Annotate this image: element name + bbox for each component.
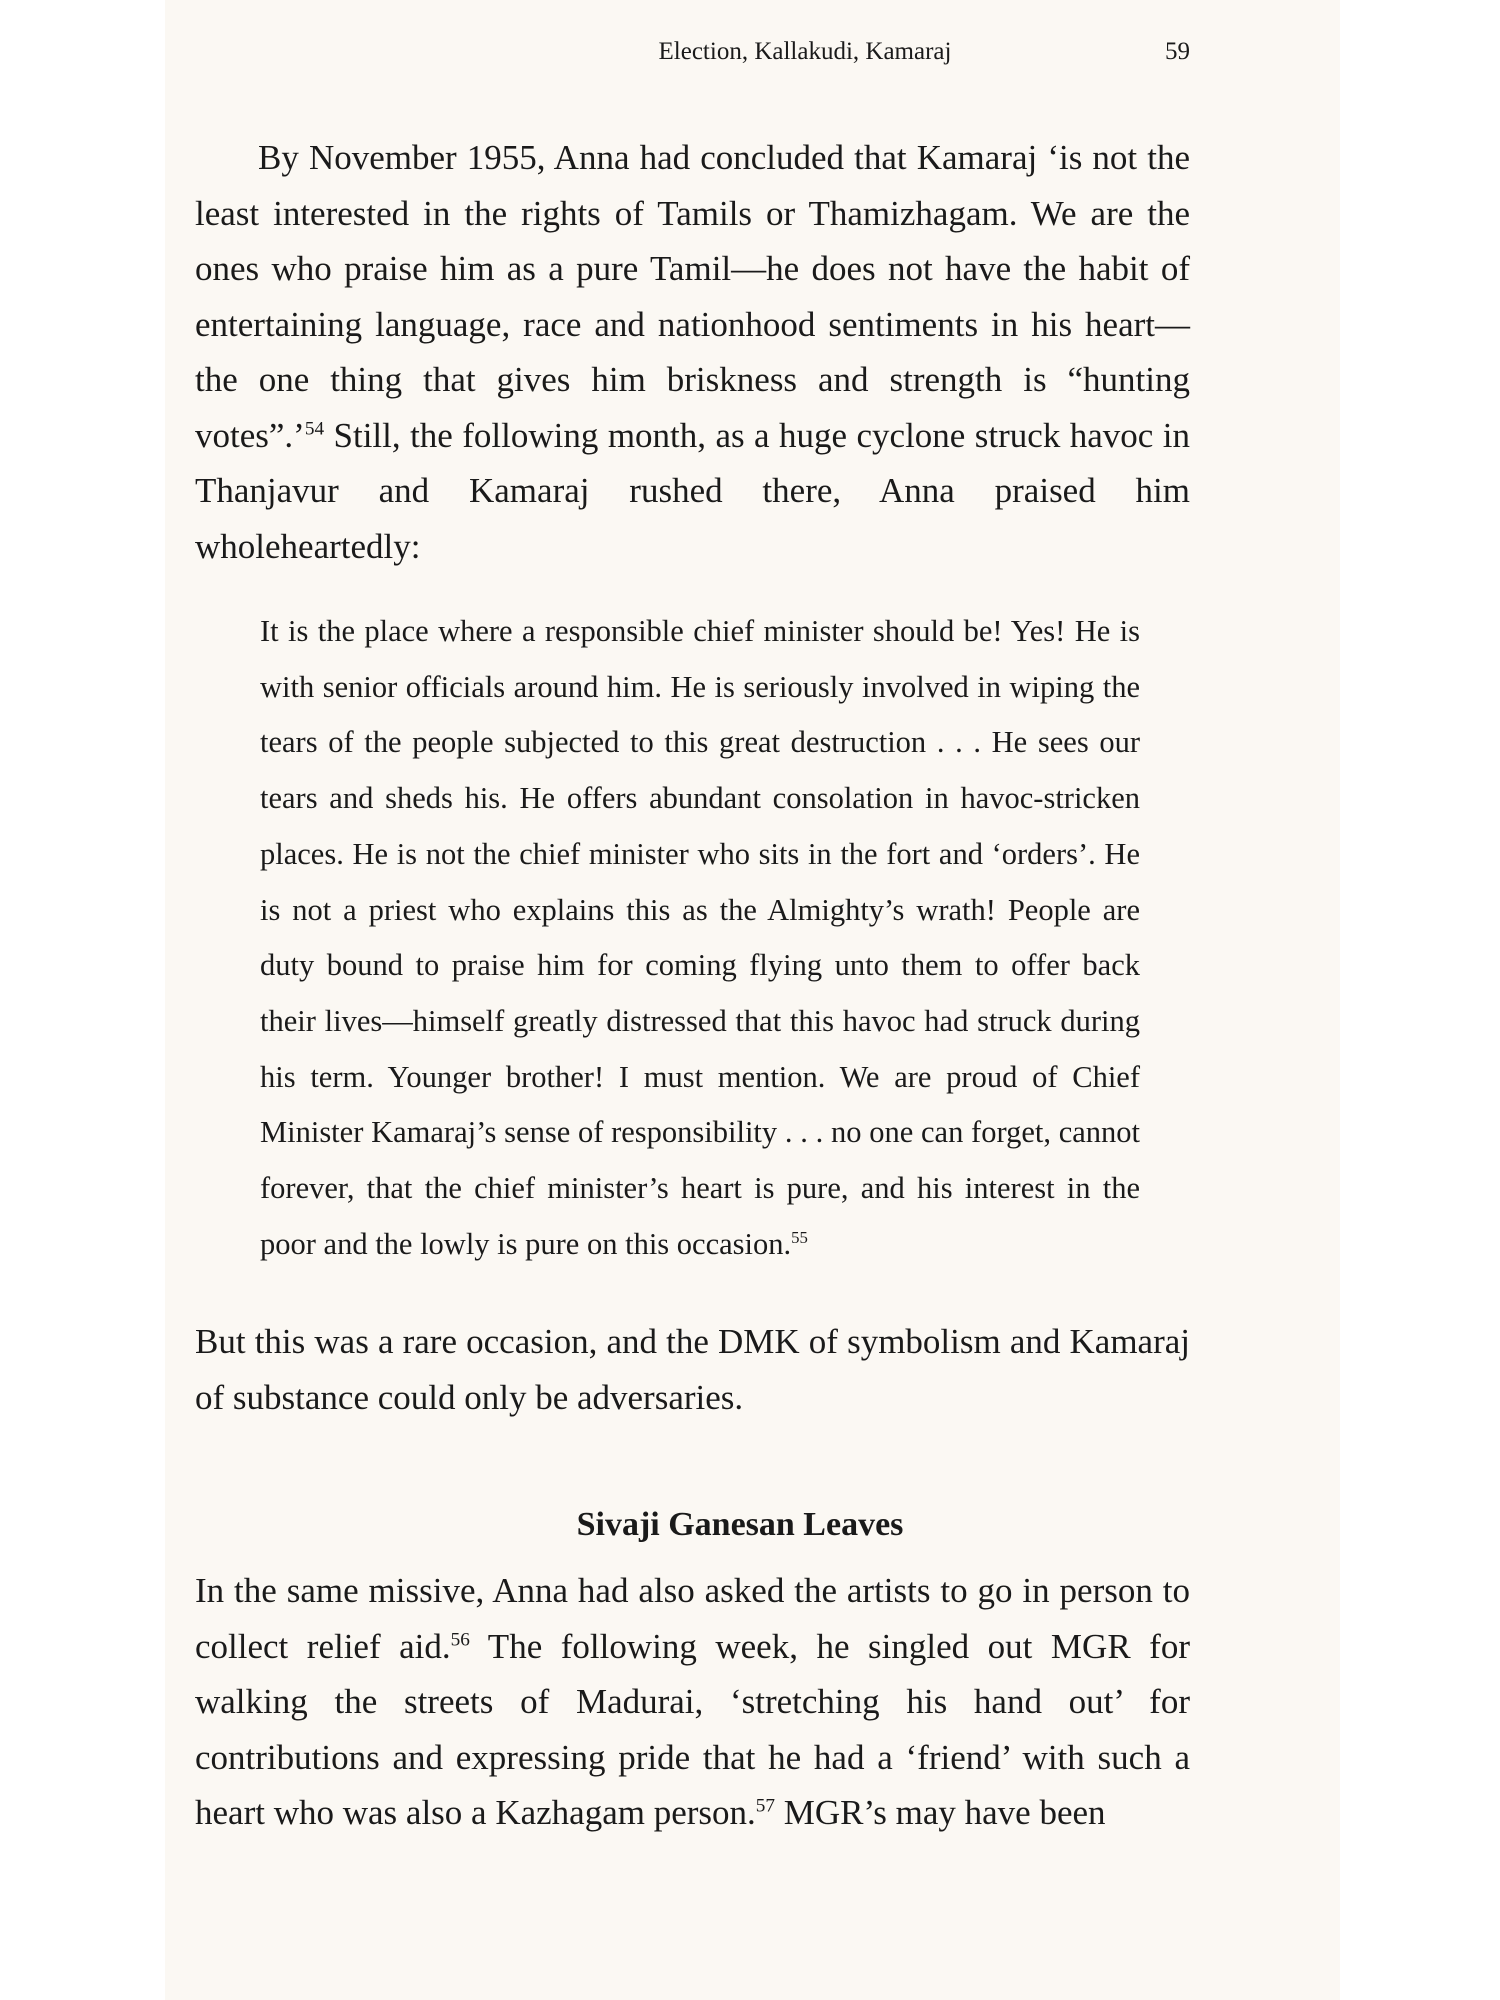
page-number: 59 (1165, 38, 1190, 65)
running-title: Election, Kallakudi, Kamaraj (658, 38, 952, 65)
paragraph-2: But this was a rare occasion, and the DMK of symbolism and Kamaraj of substance could only be adversaries. (195, 1322, 1190, 1417)
book-page (165, 0, 1340, 2000)
paragraph-1-text-a: By November 1955, Anna had concluded that Kamaraj ‘is not the least interested in the rights of Tamils or Thamizhagam. We are the ones who praise him as a pure Tamil—he does not have the habit of entertaining language, race and nationhood sentiments in his heart—the one thing that gives him briskness and strength is “hunting votes”.’ (195, 138, 1190, 455)
footnote-ref-55: 55 (791, 1227, 808, 1247)
paragraph-1-text-b: Still, the following month, as a huge cyclone struck havoc in Thanjavur and Kamaraj rushed there, Anna praised him wholeheartedly: (195, 415, 1190, 566)
section-heading: Sivaji Ganesan Leaves (576, 1506, 904, 1544)
paragraph-1 (195, 130, 1190, 574)
paragraph-3 (195, 1563, 1190, 1841)
footnote-ref-54: 54 (304, 418, 325, 439)
paragraph-3-text-b: The following week, he singled out MGR for walking the streets of Madurai, ‘stretching his hand out’ for contributions and expressing pride that he had a ‘friend’ with such a heart who was also a Kazhagam person. (195, 1626, 1190, 1833)
paragraph-3-text-a: In the same missive, Anna had also asked the artists to go in person to collect relief aid. (195, 1571, 1190, 1666)
block-quote (260, 604, 1140, 1272)
block-quote-text: It is the place where a responsible chief minister should be! Yes! He is with senior officials around him. He is seriously involved in wiping the tears of the people subjected to this great destruction . . . He sees our tears and sheds his. He offers abundant consolation in havoc-stricken places. He is not the chief minister who sits in the fort and ‘orders’. He is not a priest who explains this as the Almighty’s wrath! People are duty bound to praise him for coming flying unto them to offer back their lives—himself greatly distressed that this havoc had struck during his term. Younger brother! I must mention. We are proud of Chief Minister Kamaraj’s sense of responsibility . . . no one can forget, cannot forever, that the chief minister’s heart is pure, and his interest in the poor and the lowly is pure on this occasion. (260, 614, 1140, 1261)
paragraph-3-text-c: MGR’s may have been (775, 1793, 1106, 1833)
running-head (165, 38, 1340, 74)
footnote-ref-56: 56 (450, 1629, 470, 1651)
page-content (165, 130, 1340, 1841)
footnote-ref-57: 57 (755, 1795, 776, 1817)
